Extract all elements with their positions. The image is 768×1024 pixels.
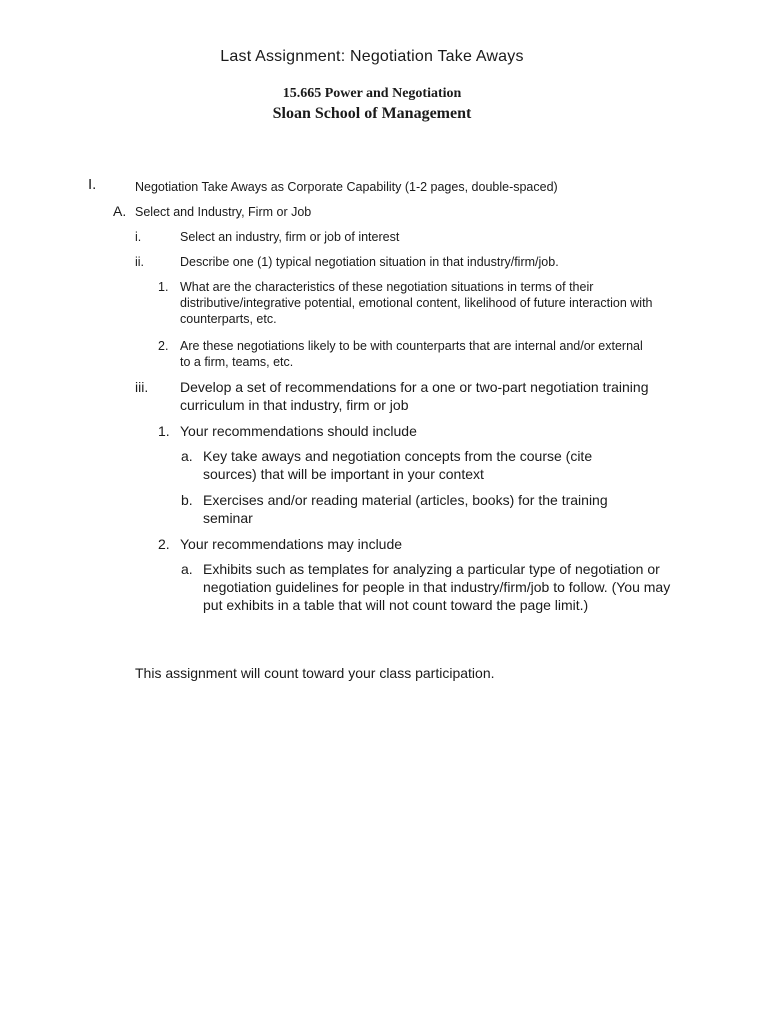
outline-marker: a. xyxy=(181,561,193,577)
outline-text: Your recommendations may include xyxy=(180,536,403,552)
outline-text: Key take aways and negotiation concepts from the course (cite sources) that will be important in your context xyxy=(203,448,593,482)
outline-text: What are the characteristics of these negotiation situations in terms of their distributive/integrative potential, emotional content, likelihood of future interaction with counterparts, etc. xyxy=(180,280,653,326)
outline-item-a-ii-2 xyxy=(158,338,698,372)
outline-text: Exercises and/or reading material (articles, books) for the training seminar xyxy=(203,492,608,526)
outline-item-a-iii-1 xyxy=(158,422,698,440)
outline-item-a-iii-1-a xyxy=(181,447,701,485)
outline-text: Are these negotiations likely to be with counterparts that are internal and/or external to a firm, teams, etc. xyxy=(180,339,643,369)
outline-marker: 1. xyxy=(158,423,170,439)
outline-text: Exhibits such as templates for analyzing a particular type of negotiation or negotiation guidelines for people in that industry/firm/job to follow. (You may put exhibits in a table that will not count toward the page limit.) xyxy=(203,561,671,613)
outline-item-a-iii xyxy=(135,378,695,416)
course-title: 15.665 Power and Negotiation xyxy=(282,86,462,101)
outline-marker: ii. xyxy=(135,255,145,269)
outline-text: Select and Industry, Firm or Job xyxy=(135,205,312,219)
page-title: Last Assignment: Negotiation Take Aways xyxy=(220,48,524,65)
outline-marker: 2. xyxy=(158,536,170,552)
outline-text: Describe one (1) typical negotiation situation in that industry/firm/job. xyxy=(180,255,559,269)
outline-marker: iii. xyxy=(135,379,149,395)
school-name: Sloan School of Management xyxy=(272,105,472,122)
outline-text: Develop a set of recommendations for a one or two-part negotiation training curriculum in that industry, firm or job xyxy=(180,379,649,413)
outline-item-a-iii-2-a xyxy=(181,560,701,634)
outline-text: Your recommendations should include xyxy=(180,423,417,439)
outline-item-a-ii xyxy=(135,254,695,272)
outline-text: Negotiation Take Aways as Corporate Capability (1-2 pages, double-spaced) xyxy=(135,180,558,194)
outline-marker: 2. xyxy=(158,339,169,353)
outline-item-a-ii-1 xyxy=(158,279,698,329)
outline-marker: I. xyxy=(88,176,97,193)
outline-marker: A. xyxy=(113,203,127,219)
outline-marker: i. xyxy=(135,230,142,244)
outline-item-a-iii-2 xyxy=(158,535,698,553)
outline-item-i xyxy=(88,177,728,195)
outline-text: Select an industry, firm or job of interest xyxy=(180,230,400,244)
outline-marker: b. xyxy=(181,492,193,508)
closing-note: This assignment will count toward your class participation. xyxy=(135,665,495,681)
outline-marker: a. xyxy=(181,448,193,464)
outline-marker: 1. xyxy=(158,280,169,294)
outline-item-a-i xyxy=(135,229,695,247)
outline-item-a-iii-1-b xyxy=(181,491,701,529)
outline-item-a xyxy=(113,203,713,221)
